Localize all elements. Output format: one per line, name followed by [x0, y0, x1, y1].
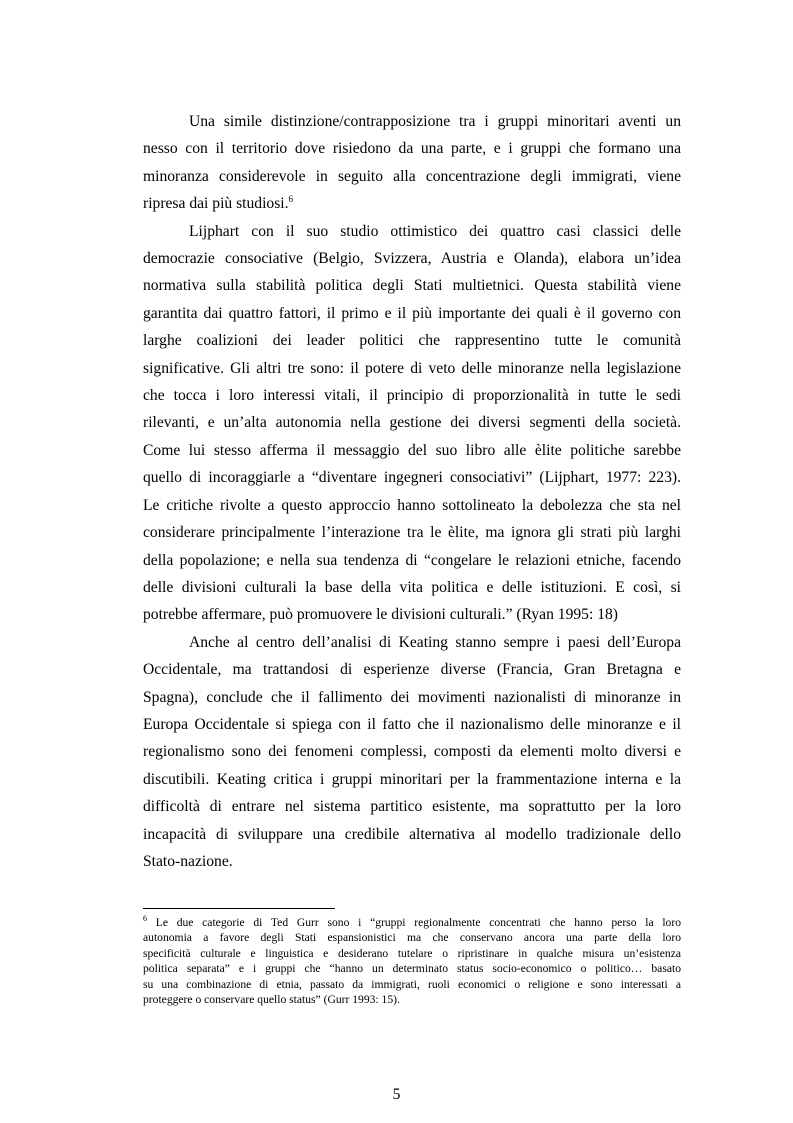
text-line: Occidentale, ma trattandosi di esperienze diverse (Francia, Gran Bretagna e — [143, 661, 681, 679]
text-line: Stato-nazione. — [143, 852, 233, 870]
footnote-reference[interactable]: 6 — [288, 194, 294, 205]
footnote-line — [143, 915, 681, 930]
text-line: delle divisioni culturali la base della vita politica e delle istituzioni. E così, si — [143, 578, 681, 596]
text-line: rilevanti, e un’alta autonomia nella gestione dei diversi segmenti della società. — [143, 414, 681, 432]
text-line: incapacità di sviluppare una credibile alternativa al modello tradizionale dello — [143, 825, 681, 843]
text-line: minoranza considerevole in seguito alla concentrazione degli immigrati, viene — [143, 167, 681, 185]
text-line-with-note — [143, 190, 681, 217]
text-line: Le critiche rivolte a questo approccio hanno sottolineato la debolezza che sta nel — [143, 496, 681, 514]
text-line: Una simile distinzione/contrapposizione tra i gruppi minoritari aventi un — [189, 113, 681, 130]
text-line: larghe coalizioni dei leader politici che rappresentino tutte le comunità — [143, 332, 681, 350]
document-body — [143, 108, 681, 875]
footnote-line: autonomia a favore degli Stati espansionistici ma che conservano ancora una parte della loro — [143, 931, 681, 945]
text-line: Lijphart con il suo studio ottimistico dei quattro casi classici delle — [189, 222, 681, 240]
text-line: quello di incoraggiarle a “diventare ingegneri consociativi” (Lijphart, 1977: 223). — [143, 469, 681, 487]
page-number: 5 — [392, 1086, 401, 1103]
text-line: ripresa dai più studiosi. — [143, 195, 289, 213]
text-line: significative. Gli altri tre sono: il potere di veto delle minoranze nella legislazione — [143, 359, 681, 377]
text-line: discutibili. Keating critica i gruppi minoritari per la frammentazione interna e la — [143, 770, 681, 788]
text-line: Come lui stesso afferma il messaggio del suo libro alle èlite politiche sarebbe — [143, 441, 681, 459]
footnote-line: politica separata” e i gruppi che “hanno un determinato status socio-economico o politico… basato — [143, 962, 681, 976]
text-line: considerare principalmente l’interazione tra le èlite, ma ignora gli strati più larghi — [143, 524, 681, 542]
text-line: che tocca i loro interessi vitali, il principio di proporzionalità in tutte le sedi — [143, 387, 681, 405]
footnote-text: Le due categorie di Ted Gurr sono i “gruppi regionalmente concentrati che hanno perso la loro — [147, 916, 681, 929]
text-line: garantita dai quattro fattori, il primo e il più importante dei quali è il governo con — [143, 304, 681, 322]
paragraph-2 — [143, 218, 681, 629]
text-line: Europa Occidentale si spiega con il fatto che il nazionalismo delle minoranze e il — [143, 715, 681, 733]
text-line: democrazie consociative (Belgio, Svizzera, Austria e Olanda), elabora un’idea — [143, 250, 681, 268]
footnote — [143, 915, 681, 1007]
footnote-line: su una combinazione di etnia, passato da immigrati, ruoli economici o religione e sono interessati a — [143, 977, 681, 991]
text-line: della popolazione; e nella sua tendenza di “congelare le relazioni etniche, facendo — [143, 551, 681, 569]
text-line: Spagna), conclude che il fallimento dei movimenti nazionalisti di minoranze in — [143, 688, 681, 706]
footnote-separator — [143, 908, 335, 909]
footnote-line: proteggere o conservare quello status” (Gurr 1993: 15). — [143, 993, 400, 1007]
text-line: difficoltà di entrare nel sistema partitico esistente, ma soprattutto per la loro — [143, 798, 681, 816]
paragraph-1 — [143, 108, 681, 218]
paragraph-3 — [143, 629, 681, 876]
text-line: potrebbe affermare, può promuovere le divisioni culturali.” (Ryan 1995: 18) — [143, 606, 618, 624]
footnote-number: 6 — [143, 914, 147, 923]
footnote-line: specificità culturale e linguistica e desiderano tutelare o ripristinare in qualche misura un’esistenza — [143, 946, 681, 960]
text-line: Anche al centro dell’analisi di Keating stanno sempre i paesi dell’Europa — [189, 633, 681, 651]
text-line: nesso con il territorio dove risiedono da una parte, e i gruppi che formano una — [143, 140, 681, 158]
text-line: regionalismo sono dei fenomeni complessi, composti da elementi molto diversi e — [143, 743, 681, 761]
text-line: normativa sulla stabilità politica degli Stati multietnici. Questa stabilità viene — [143, 277, 681, 295]
